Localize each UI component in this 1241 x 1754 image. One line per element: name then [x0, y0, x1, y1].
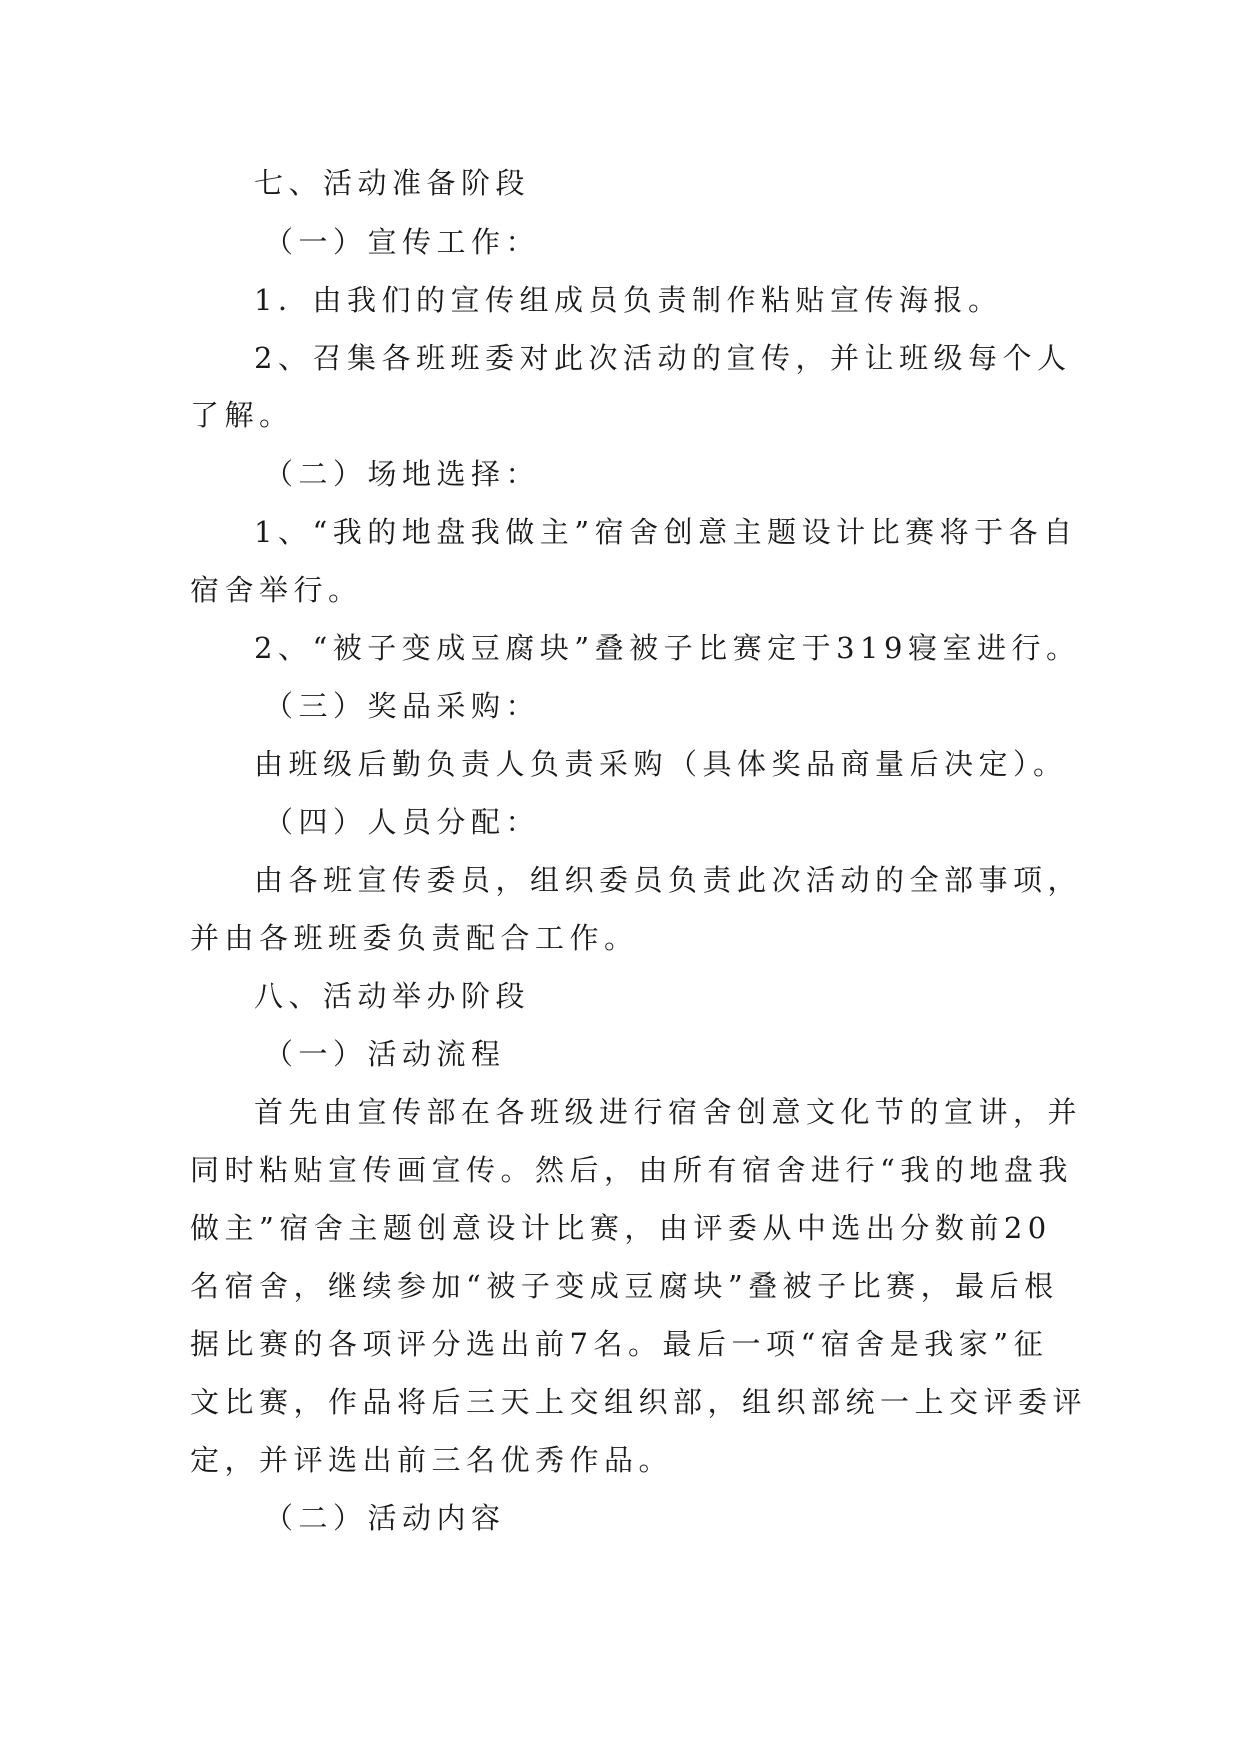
- subheading-venue: （二）场地选择：: [264, 457, 541, 491]
- paragraph-staffing-cont: 并由各班班委负责配合工作。: [190, 921, 639, 955]
- paragraph-process-line-5: 据比赛的各项评分选出前7名。最后一项“宿舍是我家”征: [190, 1327, 1049, 1361]
- section-heading-seven: 七、活动准备阶段: [254, 166, 531, 200]
- section-heading-eight: 八、活动举办阶段: [254, 979, 531, 1013]
- paragraph-venue-2: 2、“被子变成豆腐块”叠被子比赛定于319寝室进行。: [254, 631, 1081, 665]
- subheading-process: （一）活动流程: [264, 1037, 506, 1071]
- paragraph-process-line-4: 名宿舍，继续参加“被子变成豆腐块”叠被子比赛，最后根: [190, 1269, 1059, 1303]
- paragraph-process-line-3: 做主”宿舍主题创意设计比赛，由评委从中选出分数前20: [190, 1211, 1052, 1245]
- paragraph-publicity-2-cont: 了解。: [190, 398, 294, 432]
- paragraph-process-line-1: 首先由宣传部在各班级进行宿舍创意文化节的宣讲，并: [254, 1095, 1083, 1129]
- paragraph-publicity-1: 1．由我们的宣传组成员负责制作粘贴宣传海报。: [254, 283, 1003, 317]
- subheading-staffing: （四）人员分配：: [264, 805, 541, 839]
- paragraph-process-line-6: 文比赛，作品将后三天上交组织部，组织部统一上交评委评: [190, 1385, 1088, 1419]
- subheading-prizes: （三）奖品采购：: [264, 689, 541, 723]
- subheading-publicity: （一）宣传工作：: [264, 225, 541, 259]
- subheading-content: （二）活动内容: [264, 1501, 506, 1535]
- paragraph-process-line-2: 同时粘贴宣传画宣传。然后，由所有宿舍进行“我的地盘我: [190, 1153, 1073, 1187]
- paragraph-process-line-7: 定，并评选出前三名优秀作品。: [190, 1443, 674, 1477]
- paragraph-publicity-2: 2、召集各班班委对此次活动的宣传，并让班级每个人: [254, 341, 1072, 375]
- paragraph-venue-1-cont: 宿舍举行。: [190, 573, 363, 607]
- paragraph-staffing: 由各班宣传委员，组织委员负责此次活动的全部事项，: [254, 863, 1083, 897]
- paragraph-prizes: 由班级后勤负责人负责采购（具体奖品商量后决定）。: [254, 747, 1068, 781]
- paragraph-venue-1: 1、“我的地盘我做主”宿舍创意主题设计比赛将于各自: [254, 515, 1078, 549]
